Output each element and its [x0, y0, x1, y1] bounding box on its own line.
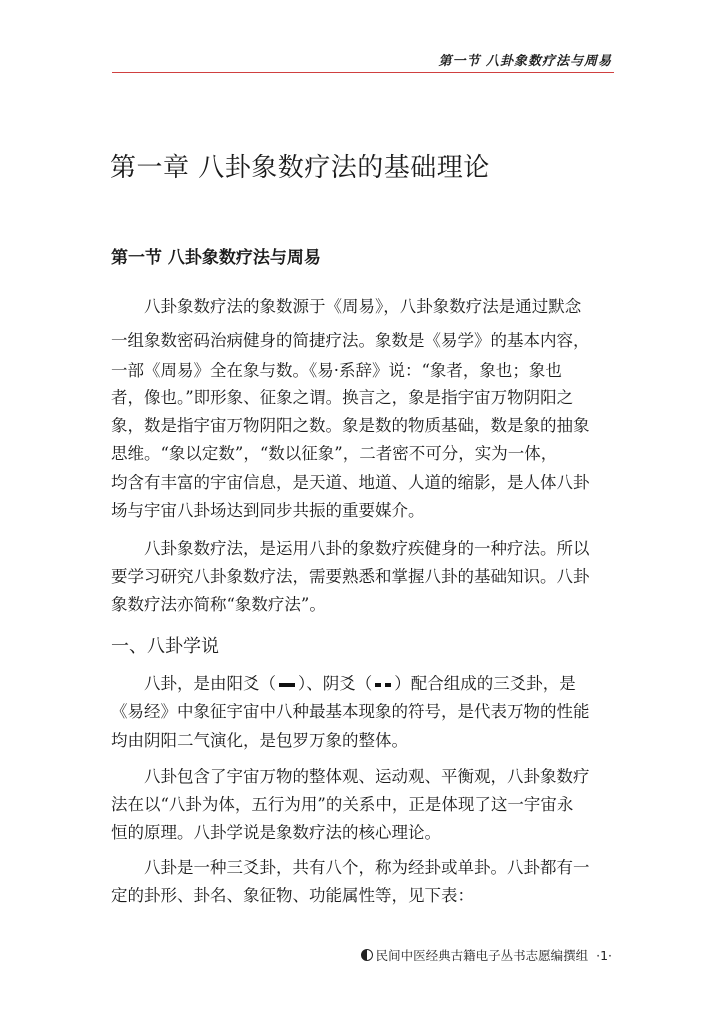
yang-line-icon	[279, 683, 295, 687]
text-run: ）、阴爻（	[298, 674, 373, 693]
paragraph-line: 法在以“八卦为体，五行为用”的关系中，正是体现了这一宇宙永	[111, 795, 574, 814]
section-title: 第一节 八卦象数疗法与周易	[111, 248, 321, 268]
paragraph-line: 八卦包含了宇宙万物的整体观、运动观、平衡观，八卦象数疗	[144, 767, 590, 786]
footer-text: 民间中医经典古籍电子丛书志愿编撰组	[375, 948, 589, 963]
paragraph-line: 一组象数密码治病健身的简捷疗法。象数是《易学》的基本内容，	[111, 331, 590, 350]
running-header: 第一节 八卦象数疗法与周易	[438, 54, 612, 69]
subsection-title: 一、八卦学说	[111, 636, 219, 657]
paragraph-line: 要学习研究八卦象数疗法，需要熟悉和掌握八卦的基础知识。八卦	[111, 567, 590, 586]
paragraph-line: 八卦象数疗法的象数源于《周易》，八卦象数疗法是通过默念	[144, 297, 582, 316]
text-run: 八卦，是由阳爻（	[144, 674, 276, 693]
paragraph-line: 思维。“象以定数”，“数以征象”，二者密不可分，实为一体，	[111, 444, 558, 463]
page-footer	[361, 946, 612, 964]
paragraph-line: 象，数是指宇宙万物阴阳之数。象是数的物质基础，数是象的抽象	[111, 416, 590, 435]
yin-line-icon	[375, 683, 391, 687]
paragraph-line: 均含有丰富的宇宙信息，是天道、地道、人道的缩影，是人体八卦	[111, 473, 590, 492]
paragraph-line: 八卦象数疗法，是运用八卦的象数疗疾健身的一种疗法。所以	[144, 539, 590, 558]
chapter-title: 第一章 八卦象数疗法的基础理论	[110, 153, 490, 183]
header-rule	[112, 72, 614, 73]
paragraph-line: 均由阴阳二气演化，是包罗万象的整体。	[111, 731, 408, 750]
paragraph-line: 者，像也。”即形象、征象之谓。换言之，象是指宇宙万物阴阳之	[111, 388, 574, 407]
paragraph-line: 八卦是一种三爻卦，共有八个，称为经卦或单卦。八卦都有一	[144, 858, 590, 877]
page-number: ·1·	[596, 948, 612, 963]
text-run: ）配合组成的三爻卦，是	[394, 674, 576, 693]
paragraph-line	[144, 676, 576, 693]
paragraph-line: 《易经》中象征宇宙中八种最基本现象的符号，是代表万物的性能	[111, 702, 590, 721]
paragraph-line: 定的卦形、卦名、象征物、功能属性等，见下表：	[111, 886, 474, 905]
paragraph-line: 场与宇宙八卦场达到同步共振的重要媒介。	[111, 501, 425, 520]
paragraph-line: 一部《周易》全在象与数。《易·系辞》说：“象者，象也；象也	[111, 361, 562, 380]
paragraph-line: 象数疗法亦简称“象数疗法”。	[111, 595, 326, 614]
yin-yang-icon	[361, 949, 373, 961]
paragraph-line: 恒的原理。八卦学说是象数疗法的核心理论。	[111, 823, 441, 842]
